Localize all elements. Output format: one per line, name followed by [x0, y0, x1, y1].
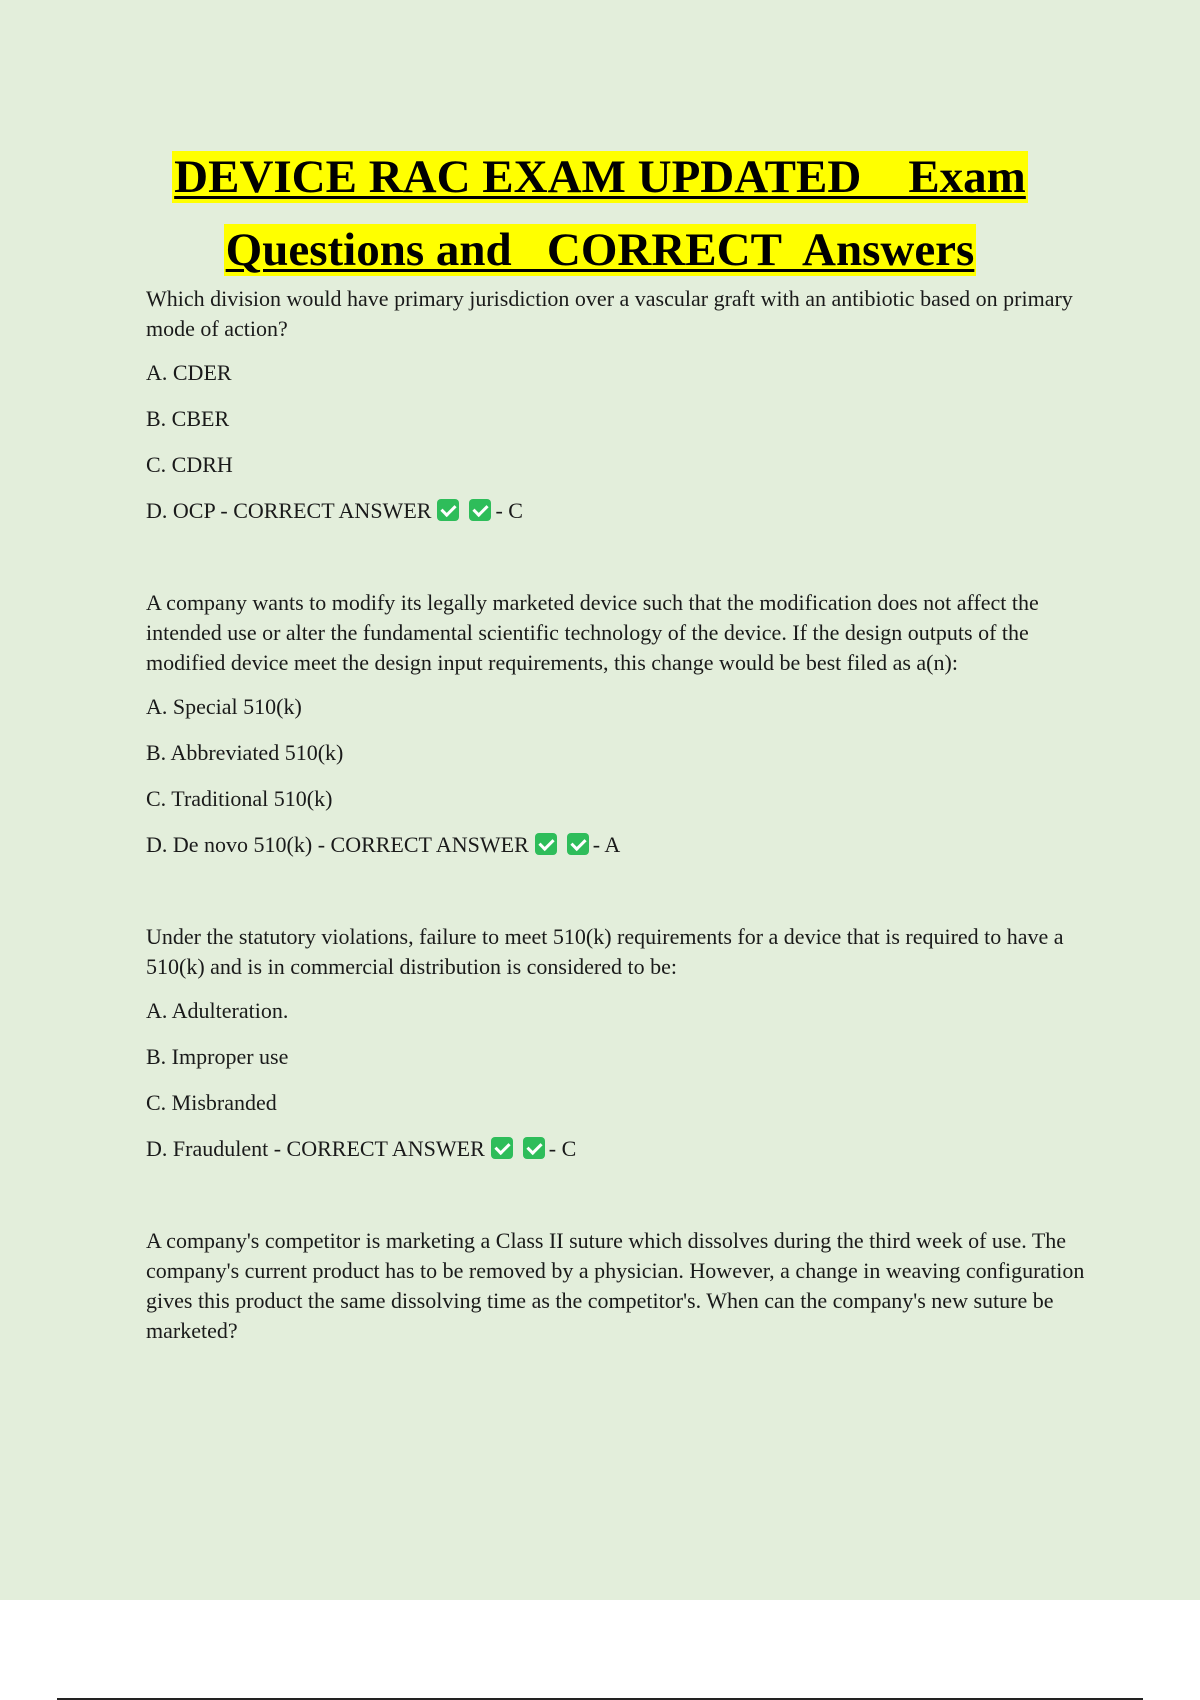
question-block-4: [146, 1226, 1086, 1346]
option-d-answer: [146, 830, 1086, 860]
title-line-1: [0, 146, 1200, 219]
check-mark-icon: [567, 833, 589, 855]
questions-list: [146, 284, 1086, 1360]
check-mark-icon: [535, 833, 557, 855]
answer-letter: - C: [495, 498, 523, 523]
option-d-label: D. OCP - CORRECT ANSWER: [146, 498, 432, 523]
option-b: B. CBER: [146, 406, 230, 431]
option-c: C. Traditional 510(k): [146, 786, 333, 811]
option-c: C. CDRH: [146, 452, 233, 477]
question-text: A company's competitor is marketing a Class II suture which dissolves during the third week of use. The company's current product has to be removed by a physician. However, a change in weaving configuration gives this product the same dissolving time as the competitor's. When can the company's new suture be marketed?: [146, 1228, 1085, 1343]
option-d-answer: [146, 1134, 1086, 1164]
question-text: Under the statutory violations, failure to meet 510(k) requirements for a device that is required to have a 510(k) and is in commercial distribution is considered to be:: [146, 924, 1064, 979]
option-d-answer: [146, 496, 1086, 526]
option-b: B. Improper use: [146, 1044, 289, 1069]
question-block-3: [146, 922, 1086, 1164]
answer-letter: - A: [592, 832, 621, 857]
check-mark-icon: [437, 499, 459, 521]
question-block-1: [146, 284, 1086, 526]
option-c: C. Misbranded: [146, 1090, 277, 1115]
check-mark-icon: [523, 1137, 545, 1159]
option-d-label: D. Fraudulent - CORRECT ANSWER: [146, 1136, 485, 1161]
option-a: A. CDER: [146, 360, 232, 385]
title-text-1: DEVICE RAC EXAM UPDATED Exam: [174, 151, 1026, 203]
check-mark-icon: [491, 1137, 513, 1159]
document-title: [0, 146, 1200, 292]
question-text: A company wants to modify its legally marketed device such that the modification does not affect the intended use or alter the fundamental scientific technology of the device. If the design outputs of the modified device meet the design input requirements, this change would be best filed as a(n):: [146, 590, 1039, 675]
check-mark-icon: [469, 499, 491, 521]
question-block-2: [146, 588, 1086, 860]
option-b: B. Abbreviated 510(k): [146, 740, 344, 765]
option-a: A. Adulteration.: [146, 998, 289, 1023]
title-line-2: [0, 219, 1200, 292]
option-d-label: D. De novo 510(k) - CORRECT ANSWER: [146, 832, 529, 857]
title-text-2: Questions and CORRECT Answers: [225, 224, 975, 276]
answer-letter: - C: [548, 1136, 577, 1161]
question-text: Which division would have primary jurisdiction over a vascular graft with an antibiotic based on primary mode of action?: [146, 286, 1073, 341]
option-a: A. Special 510(k): [146, 694, 302, 719]
